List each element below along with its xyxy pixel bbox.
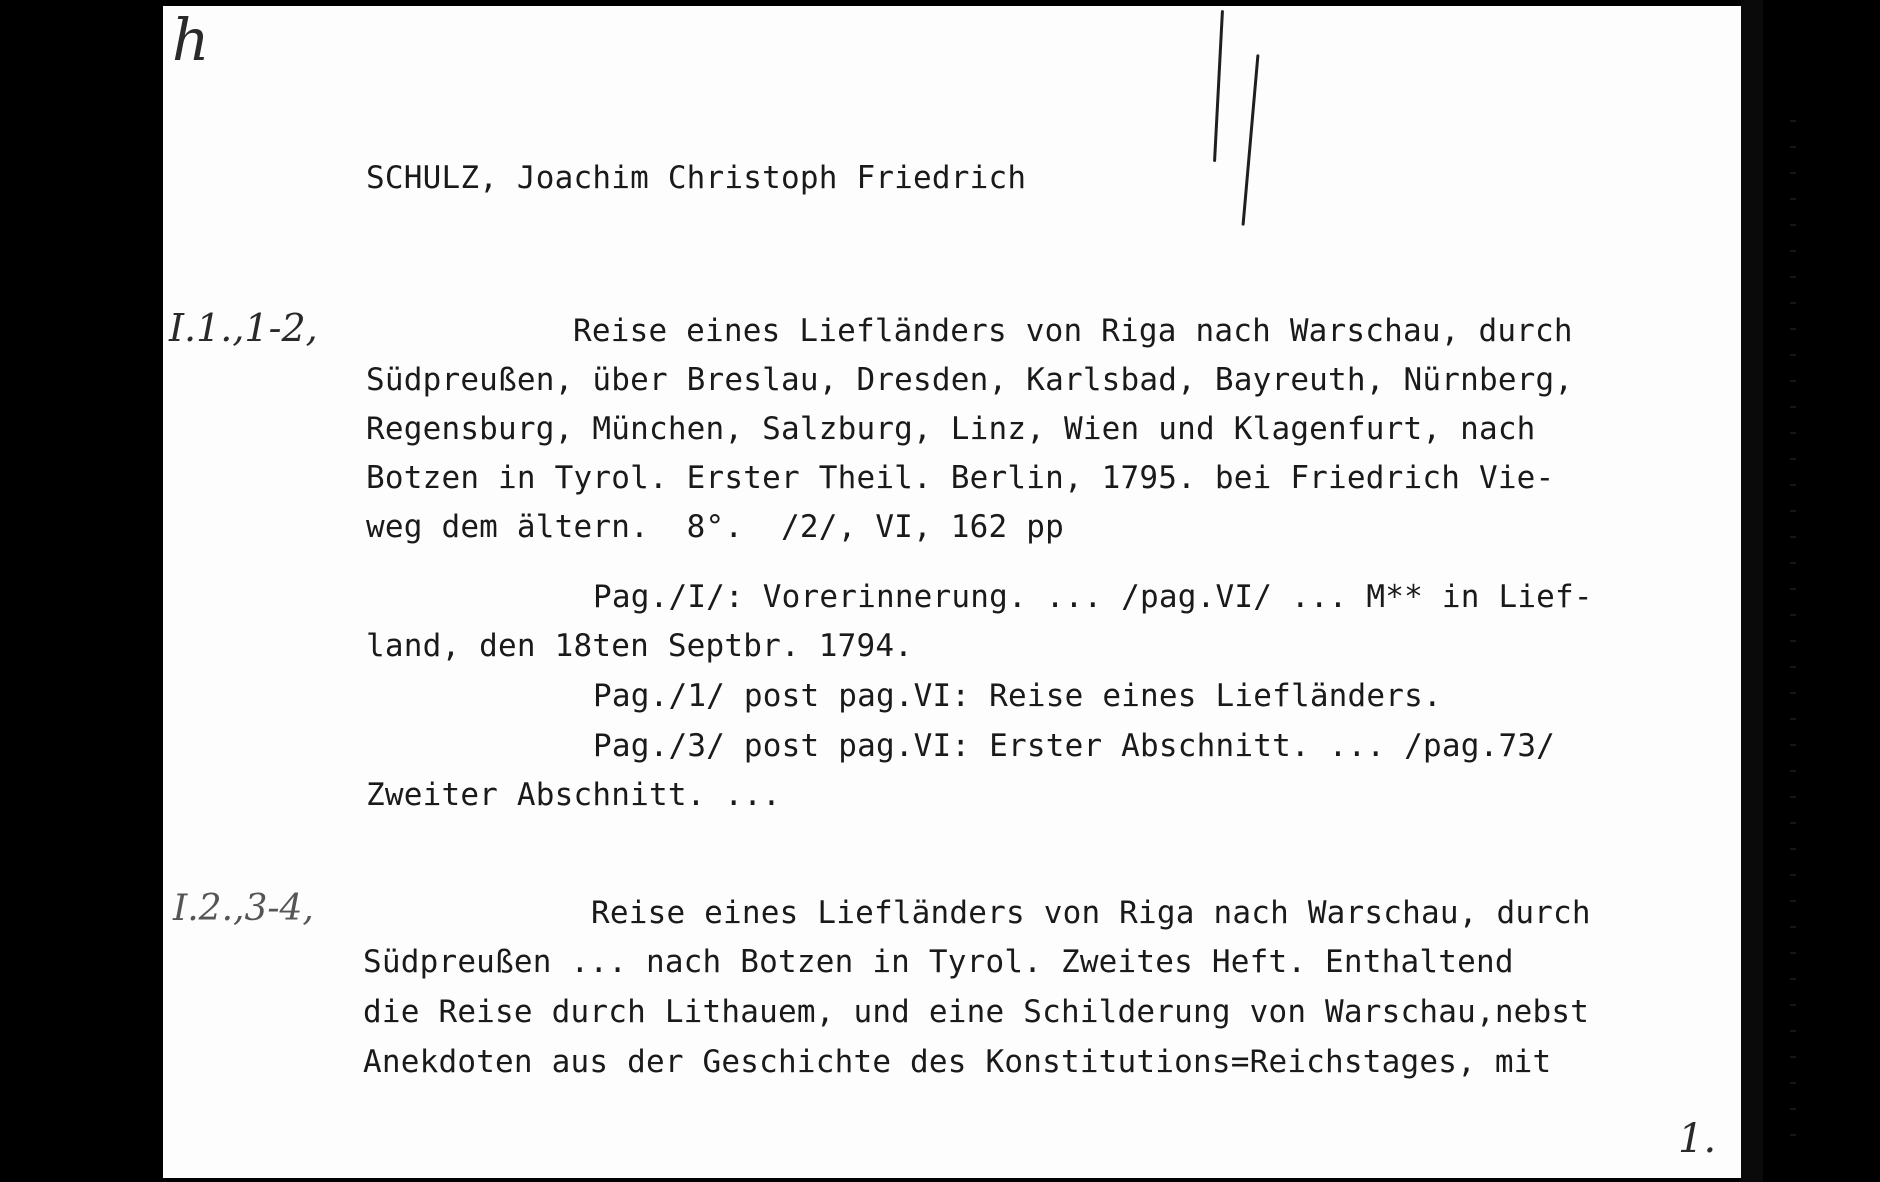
entry-1-line-1: Reise eines Liefländers von Riga nach Warschau, durch xyxy=(573,313,1573,349)
entry-1-line-4: Botzen in Tyrol. Erster Theil. Berlin, 1795. bei Friedrich Vie- xyxy=(366,460,1555,496)
entry-2-line-3: die Reise durch Lithauem, und eine Schilderung von Warschau,nebst xyxy=(363,994,1590,1030)
entry-2-line-1: Reise eines Liefländers von Riga nach Warschau, durch xyxy=(591,895,1591,931)
corner-mark: h xyxy=(172,6,210,74)
scan-border xyxy=(1741,0,1763,1182)
entry-2-line-4: Anekdoten aus der Geschichte des Konstitutions=Reichstages, mit xyxy=(363,1044,1552,1080)
card-heading: SCHULZ, Joachim Christoph Friedrich xyxy=(366,160,1027,196)
entry-1-note-2: land, den 18ten Septbr. 1794. xyxy=(366,628,914,664)
entry-1-note-1: Pag./I/: Vorerinnerung. ... /pag.VI/ ... M** in Lief- xyxy=(593,579,1593,615)
catalog-card xyxy=(163,6,1741,1178)
shelfmark-entry-2: I.2.,3-4, xyxy=(173,888,314,929)
scan-noise xyxy=(1790,120,1796,1160)
shelfmark-entry-1: I.1.,1-2, xyxy=(169,306,318,350)
entry-1-line-3: Regensburg, München, Salzburg, Linz, Wien und Klagenfurt, nach xyxy=(366,411,1536,447)
pencil-stroke xyxy=(1213,10,1224,162)
page-number: 1. xyxy=(1678,1116,1717,1162)
pencil-stroke xyxy=(1242,54,1260,226)
entry-1-line-2: Südpreußen, über Breslau, Dresden, Karlsbad, Bayreuth, Nürnberg, xyxy=(366,362,1574,398)
entry-1-note-4: Pag./3/ post pag.VI: Erster Abschnitt. ... /pag.73/ xyxy=(593,728,1556,764)
entry-1-line-5: weg dem ältern. 8°. /2/, VI, 162 pp xyxy=(366,509,1064,545)
entry-2-line-2: Südpreußen ... nach Botzen in Tyrol. Zweites Heft. Enthaltend xyxy=(363,944,1514,980)
entry-1-note-3: Pag./1/ post pag.VI: Reise eines Liefländers. xyxy=(593,678,1442,714)
entry-1-note-5: Zweiter Abschnitt. ... xyxy=(366,777,781,813)
